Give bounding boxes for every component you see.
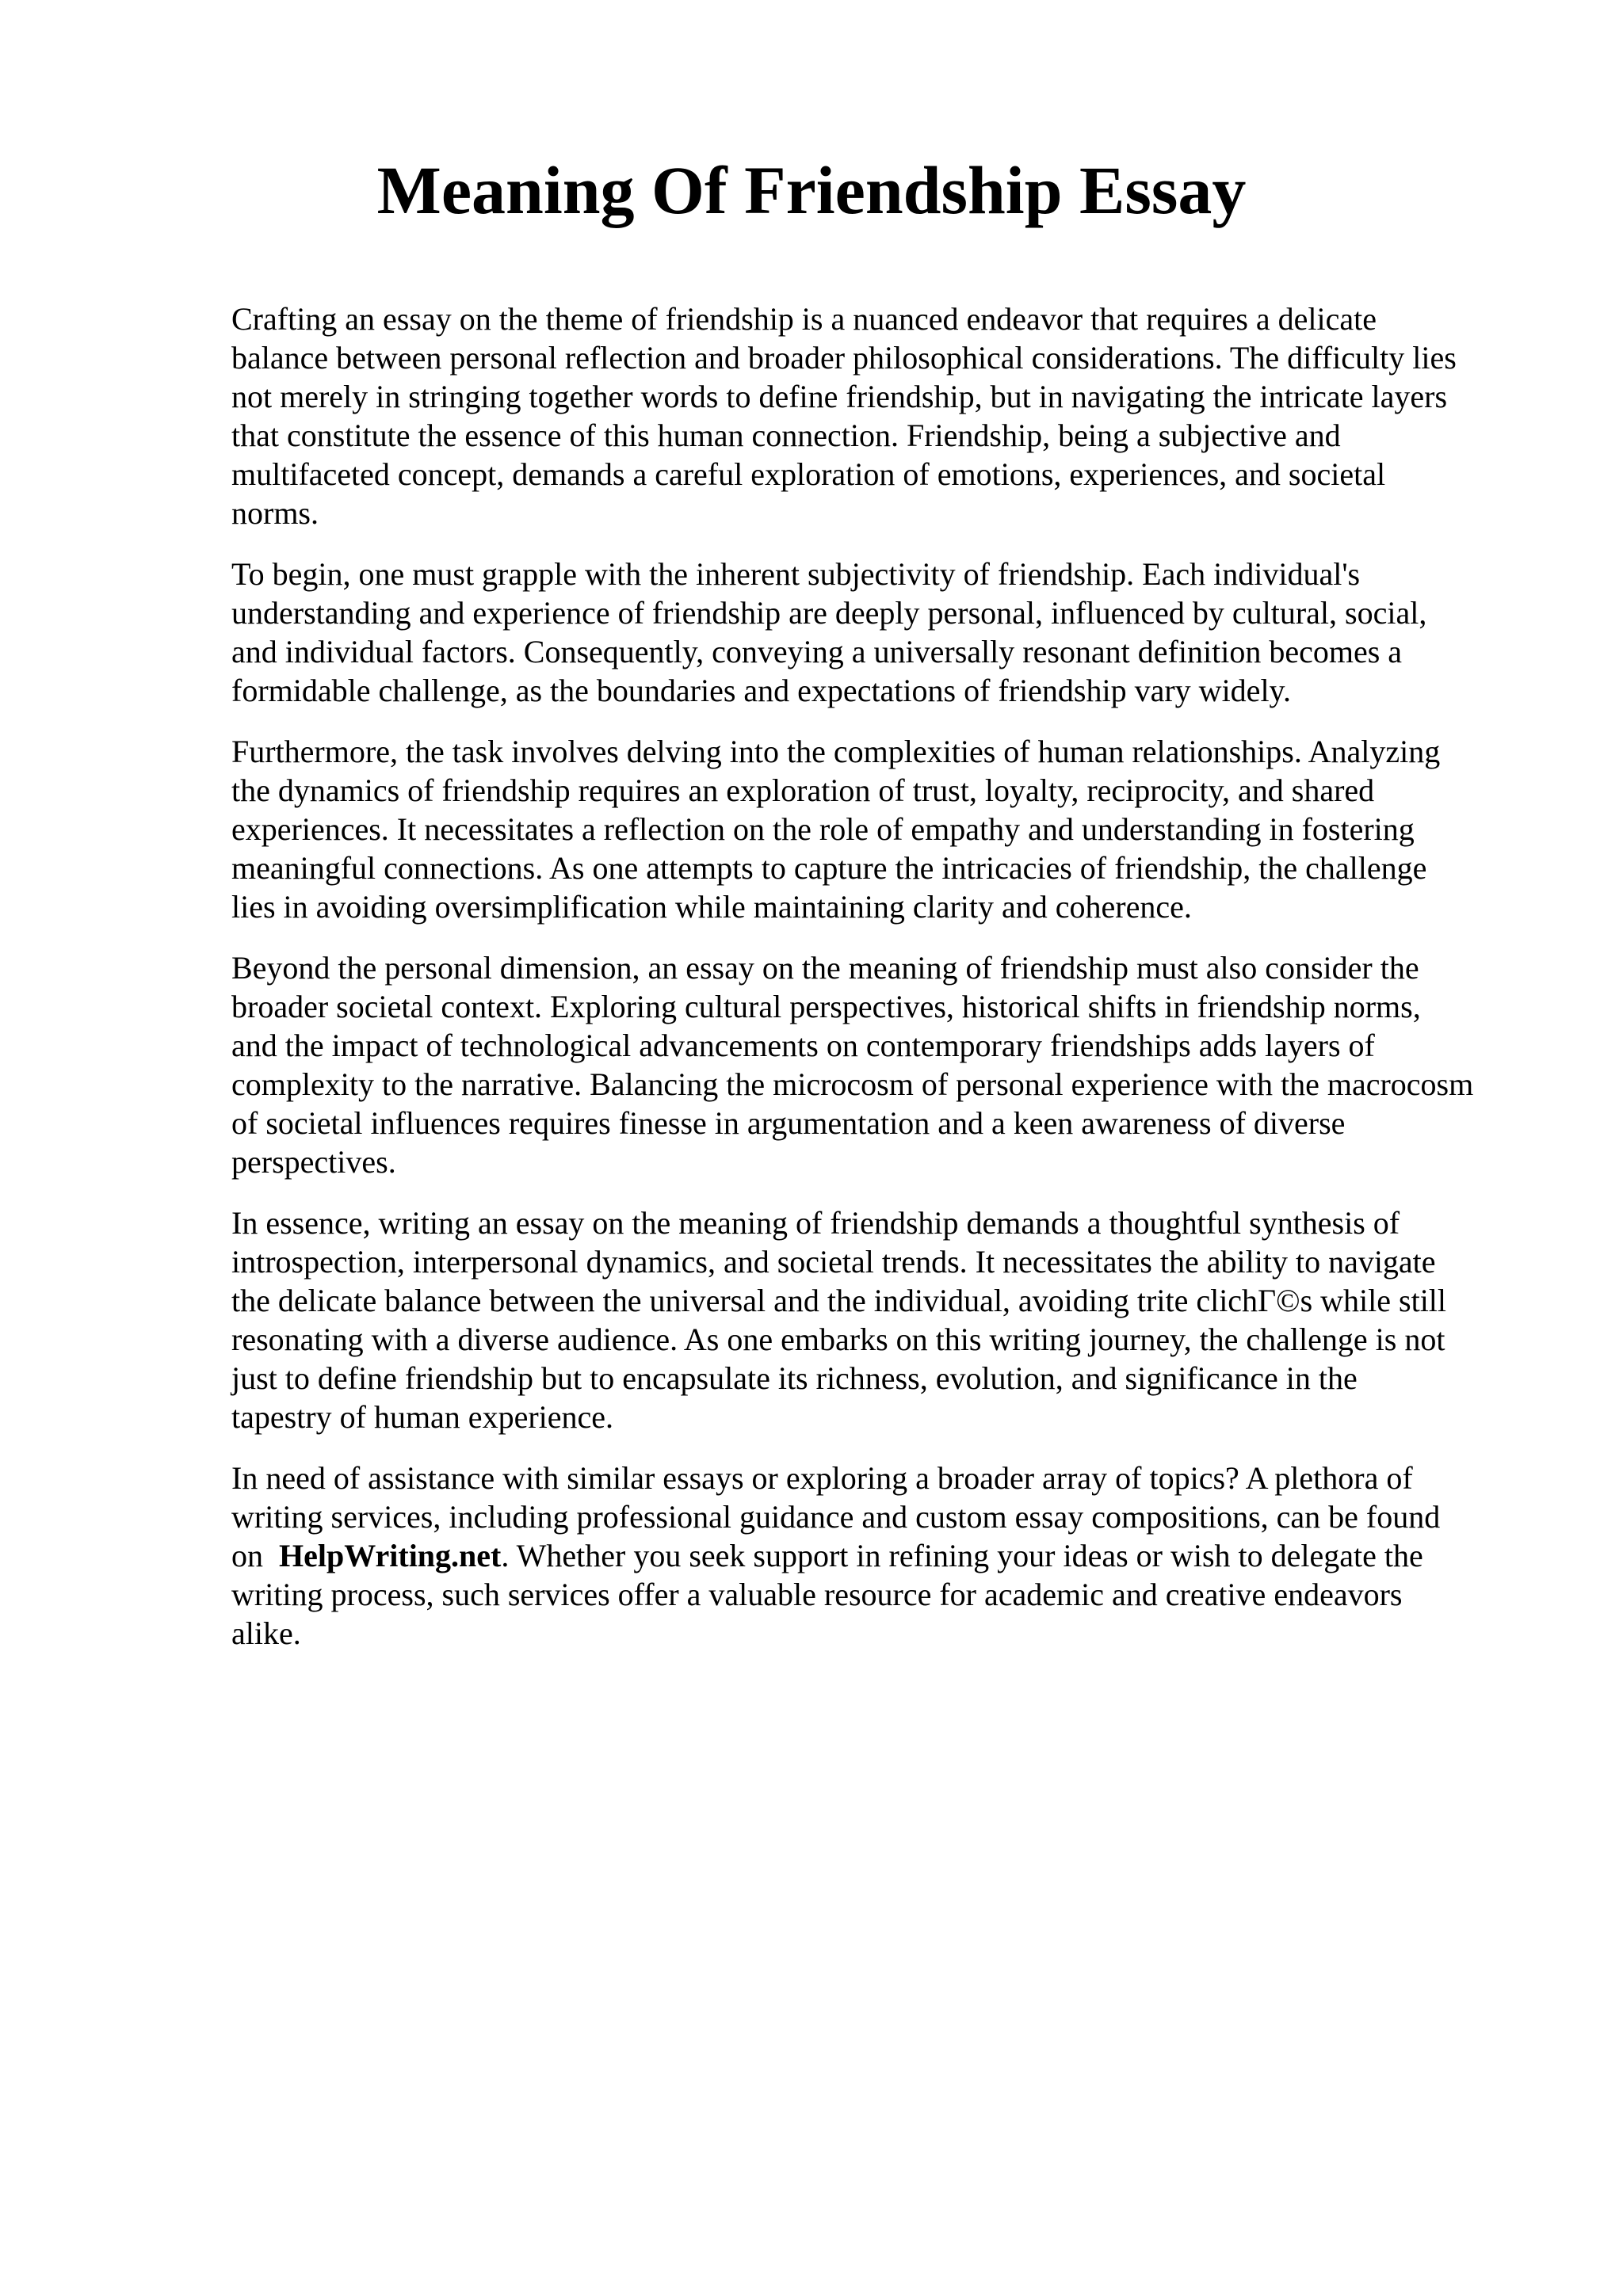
text-line: broader societal context. Exploring cultural perspectives, historical shifts in friendship norms,: [231, 989, 1421, 1024]
text-line: balance between personal reflection and broader philosophical considerations. The difficulty lies: [231, 340, 1457, 376]
text-line: understanding and experience of friendship are deeply personal, influenced by cultural, social,: [231, 595, 1427, 631]
text-line: not merely in stringing together words to define friendship, but in navigating the intricate layers: [231, 379, 1448, 414]
text-line-with-link: [231, 1536, 1563, 1575]
text-line: In need of assistance with similar essays or exploring a broader array of topics? A plethora of: [231, 1460, 1413, 1496]
text-line: that constitute the essence of this human connection. Friendship, being a subjective and: [231, 418, 1341, 453]
page-title: Meaning Of Friendship Essay: [376, 152, 1247, 228]
text-line: the delicate balance between the universal and the individual, avoiding trite clichГ©s while still: [231, 1283, 1447, 1318]
text-segment: on: [231, 1538, 279, 1573]
text-line: meaningful connections. As one attempts to capture the intricacies of friendship, the challenge: [231, 850, 1427, 886]
text-line: Beyond the personal dimension, an essay on the meaning of friendship must also consider the: [231, 950, 1419, 986]
closing-paragraph: [231, 1459, 1563, 1653]
essay-body: [231, 299, 1563, 1675]
text-line: the dynamics of friendship requires an exploration of trust, loyalty, reciprocity, and shared: [231, 772, 1375, 808]
text-line: To begin, one must grapple with the inherent subjectivity of friendship. Each individual's: [231, 556, 1361, 592]
helpwriting-link[interactable]: HelpWriting.net: [279, 1538, 502, 1573]
text-line: resonating with a diverse audience. As one embarks on this writing journey, the challenge is not: [231, 1322, 1445, 1357]
text-line: writing services, including professional guidance and custom essay compositions, can be found: [231, 1499, 1441, 1535]
text-line: experiences. It necessitates a reflection on the role of empathy and understanding in fostering: [231, 811, 1415, 847]
text-line: complexity to the narrative. Balancing the microcosm of personal experience with the macrocosm: [231, 1066, 1474, 1102]
text-line: alike.: [231, 1615, 301, 1651]
text-line: formidable challenge, as the boundaries and expectations of friendship vary widely.: [231, 673, 1291, 708]
paragraph-3: [231, 732, 1563, 926]
text-line: writing process, such services offer a valuable resource for academic and creative endeavors: [231, 1577, 1403, 1612]
text-line: tapestry of human experience.: [231, 1399, 614, 1435]
text-line: introspection, interpersonal dynamics, and societal trends. It necessitates the ability to navigate: [231, 1244, 1436, 1280]
text-line: perspectives.: [231, 1144, 396, 1180]
text-line: Crafting an essay on the theme of friendship is a nuanced endeavor that requires a delicate: [231, 301, 1377, 337]
text-line: In essence, writing an essay on the meaning of friendship demands a thoughtful synthesis of: [231, 1205, 1400, 1241]
text-line: Furthermore, the task involves delving into the complexities of human relationships. Analyzing: [231, 734, 1441, 769]
text-line: multifaceted concept, demands a careful exploration of emotions, experiences, and societal: [231, 456, 1386, 492]
text-segment: . Whether you seek support in refining your ideas or wish to delegate the: [501, 1538, 1423, 1573]
paragraph-1: [231, 299, 1563, 532]
paragraph-4: [231, 948, 1563, 1181]
text-line: norms.: [231, 495, 319, 531]
text-line: just to define friendship but to encapsulate its richness, evolution, and significance in the: [231, 1360, 1358, 1396]
text-line: lies in avoiding oversimplification while maintaining clarity and coherence.: [231, 889, 1192, 925]
text-line: of societal influences requires finesse in argumentation and a keen awareness of diverse: [231, 1105, 1346, 1141]
text-line: and individual factors. Consequently, conveying a universally resonant definition becomes a: [231, 634, 1403, 669]
paragraph-5: [231, 1203, 1563, 1436]
paragraph-2: [231, 555, 1563, 710]
text-line: and the impact of technological advancements on contemporary friendships adds layers of: [231, 1028, 1375, 1063]
